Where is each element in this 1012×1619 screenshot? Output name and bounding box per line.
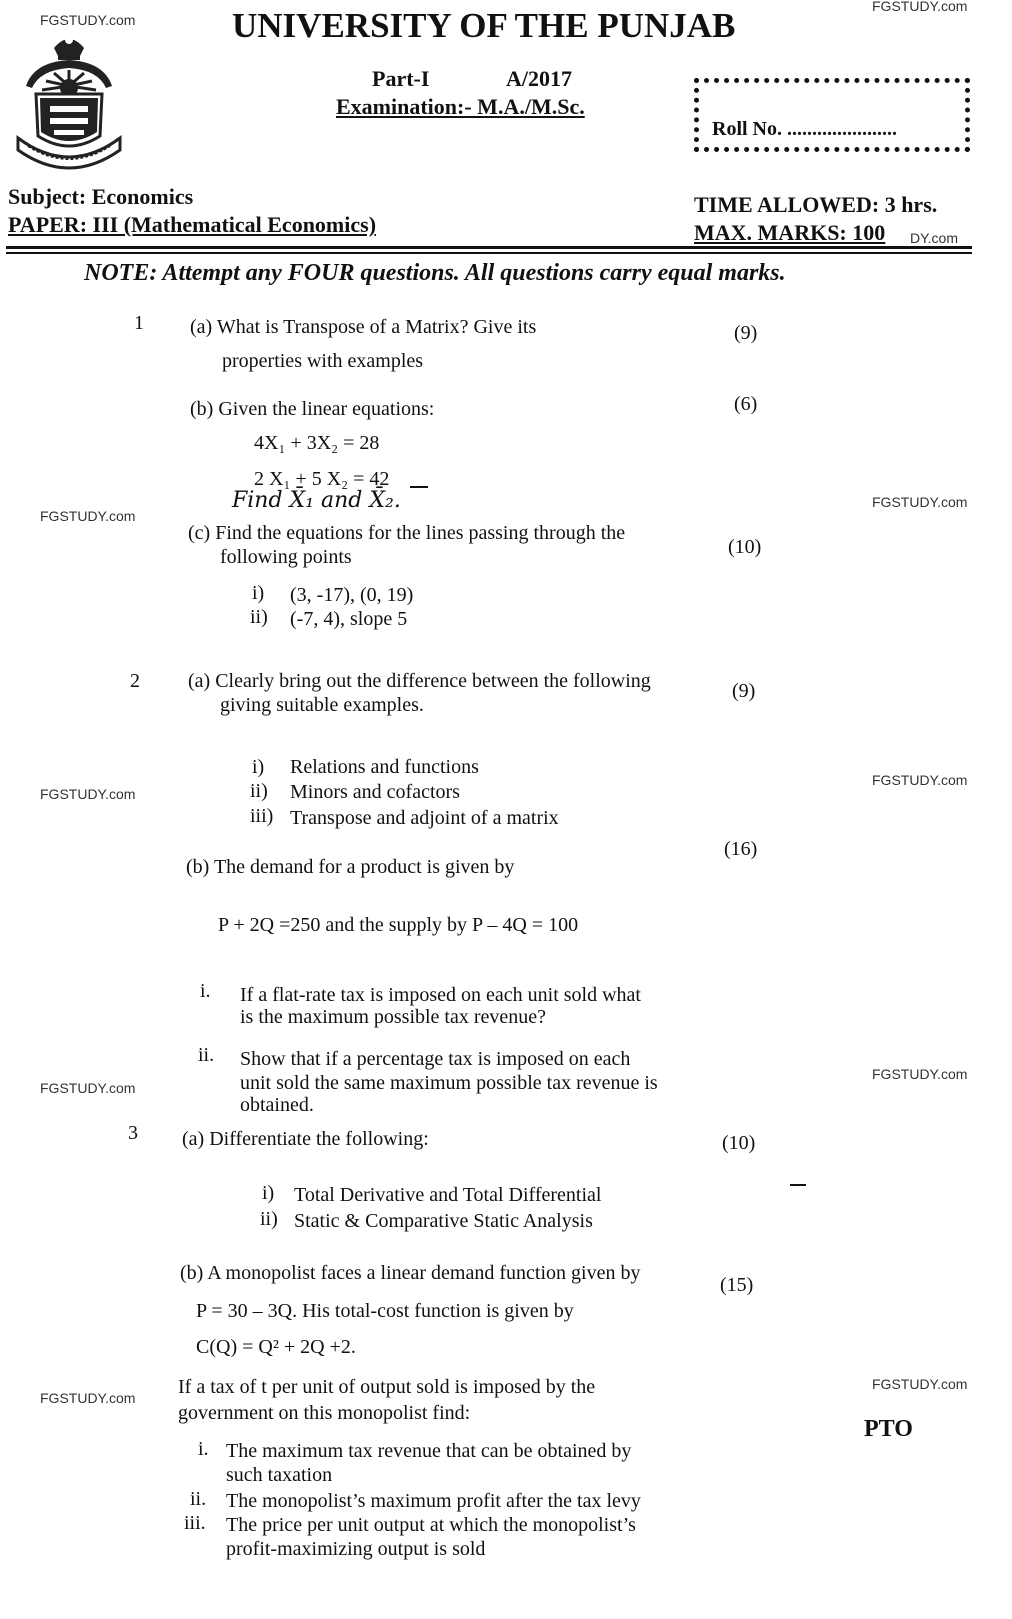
list-marker: i. xyxy=(200,980,211,1002)
watermark: FGSTUDY.com xyxy=(872,494,968,510)
question-text: (b) The demand for a product is given by xyxy=(186,856,515,878)
handwritten-annotation: Find X̄₁ and X̄₂. xyxy=(232,488,401,513)
watermark: FGSTUDY.com xyxy=(872,1376,968,1392)
university-crest-logo xyxy=(14,26,124,174)
list-item: is the maximum possible tax revenue? xyxy=(240,1006,547,1028)
question-number: 1 xyxy=(134,312,144,334)
marks-label: (16) xyxy=(724,838,758,860)
pen-mark xyxy=(410,486,428,488)
question-number: 3 xyxy=(128,1122,138,1144)
header-divider xyxy=(6,246,972,249)
question-number: 2 xyxy=(130,670,140,692)
list-marker: ii) xyxy=(250,780,268,802)
list-marker: i. xyxy=(198,1438,209,1460)
question-text: giving suitable examples. xyxy=(220,694,424,716)
list-item: The monopolist’s maximum profit after the tax levy xyxy=(226,1490,641,1512)
list-marker: i) xyxy=(252,582,265,604)
list-item: Transpose and adjoint of a matrix xyxy=(290,807,559,829)
pen-mark xyxy=(790,1184,806,1186)
watermark: FGSTUDY.com xyxy=(872,772,968,788)
marks-label: (10) xyxy=(728,536,762,558)
watermark: FGSTUDY.com xyxy=(872,1066,968,1082)
watermark: FGSTUDY.com xyxy=(40,508,136,524)
instructions-note: NOTE: Attempt any FOUR questions. All questions carry equal marks. xyxy=(84,260,786,286)
list-item: such taxation xyxy=(226,1464,333,1486)
equation: 4X₁ + 3X₂ = 28 xyxy=(254,432,380,454)
equation: P + 2Q =250 and the supply by P – 4Q = 100 xyxy=(218,914,579,936)
pto-label: PTO xyxy=(864,1416,913,1442)
session-label: A/2017 xyxy=(506,66,572,91)
question-text: properties with examples xyxy=(222,350,424,372)
watermark: FGSTUDY.com xyxy=(40,1390,136,1406)
list-marker: ii) xyxy=(250,606,268,628)
roll-number-field: Roll No. ...................... xyxy=(712,118,897,140)
list-marker: iii) xyxy=(250,805,274,827)
marks-label: (10) xyxy=(722,1132,756,1154)
watermark: DY.com xyxy=(910,230,958,246)
question-text: (b) A monopolist faces a linear demand function given by xyxy=(180,1262,641,1284)
marks-label: (15) xyxy=(720,1274,754,1296)
question-text: (a) Differentiate the following: xyxy=(182,1128,429,1150)
list-item: Show that if a percentage tax is imposed on each xyxy=(240,1048,631,1070)
question-text: (b) Given the linear equations: xyxy=(190,398,435,420)
equation: P = 30 – 3Q. His total-cost function is given by xyxy=(196,1300,574,1322)
question-text: If a tax of t per unit of output sold is imposed by the xyxy=(178,1376,596,1398)
list-item: Static & Comparative Static Analysis xyxy=(294,1210,593,1232)
list-marker: iii. xyxy=(184,1512,206,1534)
list-item: obtained. xyxy=(240,1094,314,1116)
question-text: (a) What is Transpose of a Matrix? Give its xyxy=(190,316,537,338)
list-item: Relations and functions xyxy=(290,756,479,778)
list-item: profit-maximizing output is sold xyxy=(226,1538,486,1560)
list-item: The price per unit output at which the monopolist’s xyxy=(226,1514,636,1536)
marks-label: (9) xyxy=(732,680,756,702)
list-marker: ii) xyxy=(260,1208,278,1230)
list-marker: i) xyxy=(262,1182,275,1204)
question-text: (c) Find the equations for the lines passing through the xyxy=(188,522,626,544)
question-text: government on this monopolist find: xyxy=(178,1402,471,1424)
marks-label: (6) xyxy=(734,393,758,415)
marks-label: (9) xyxy=(734,322,758,344)
equation: 2 X₁ + 5 X₂ = 42 xyxy=(254,468,390,490)
paper-label: PAPER: III (Mathematical Economics) xyxy=(8,212,377,237)
time-allowed: TIME ALLOWED: 3 hrs. xyxy=(694,192,938,217)
list-item: The maximum tax revenue that can be obtained by xyxy=(226,1440,632,1462)
equation: C(Q) = Q² + 2Q +2. xyxy=(196,1336,356,1358)
watermark: FGSTUDY.com xyxy=(40,1080,136,1096)
question-text: following points xyxy=(220,546,352,568)
university-title: UNIVERSITY OF THE PUNJAB xyxy=(232,6,736,45)
list-item: If a flat-rate tax is imposed on each unit sold what xyxy=(240,984,641,1006)
header-divider xyxy=(6,252,972,254)
subject-label: Subject: Economics xyxy=(8,184,194,209)
list-marker: ii. xyxy=(198,1044,215,1066)
examination-label: Examination:- M.A./M.Sc. xyxy=(336,94,585,119)
max-marks: MAX. MARKS: 100 xyxy=(694,220,886,245)
list-item: Minors and cofactors xyxy=(290,781,460,803)
list-item: unit sold the same maximum possible tax revenue is xyxy=(240,1072,658,1094)
part-label: Part-I xyxy=(372,66,430,91)
list-marker: i) xyxy=(252,756,265,778)
list-item: (3, -17), (0, 19) xyxy=(290,584,414,606)
watermark: FGSTUDY.com xyxy=(40,786,136,802)
watermark: FGSTUDY.com xyxy=(40,12,136,28)
list-marker: ii. xyxy=(190,1488,207,1510)
watermark: FGSTUDY.com xyxy=(872,0,968,14)
list-item: (-7, 4), slope 5 xyxy=(290,608,408,630)
list-item: Total Derivative and Total Differential xyxy=(294,1184,602,1206)
question-text: (a) Clearly bring out the difference between the following xyxy=(188,670,651,692)
